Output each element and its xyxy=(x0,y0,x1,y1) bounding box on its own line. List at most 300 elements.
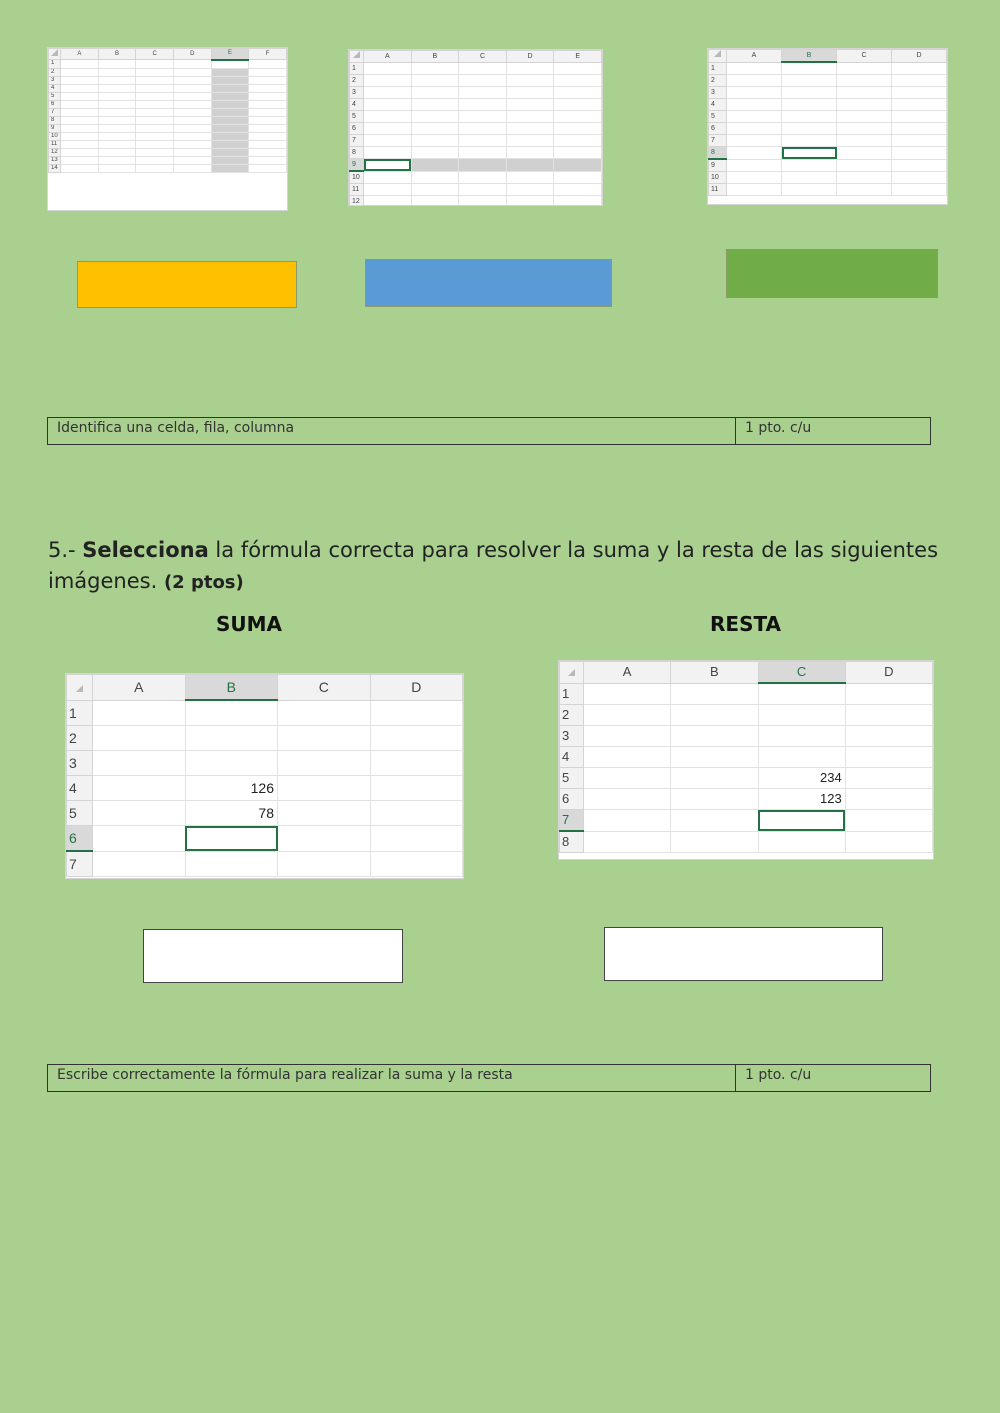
cell-d5[interactable] xyxy=(370,801,463,826)
column-header-a[interactable]: A xyxy=(61,49,99,60)
cell-d1[interactable] xyxy=(892,62,947,75)
cell-c3[interactable] xyxy=(136,76,174,84)
cell-d11[interactable] xyxy=(173,140,211,148)
cell-a5[interactable] xyxy=(93,801,186,826)
cell-b5[interactable] xyxy=(98,92,136,100)
cell-d6[interactable] xyxy=(370,826,463,852)
cell-b4[interactable] xyxy=(671,747,758,768)
cell-b1[interactable] xyxy=(671,683,758,705)
cell-a5[interactable] xyxy=(584,768,671,789)
cell-d10[interactable] xyxy=(173,132,211,140)
cell-a3[interactable] xyxy=(727,87,782,99)
suma-formula-drop[interactable] xyxy=(143,929,403,983)
cell-c4[interactable] xyxy=(758,747,845,768)
row-header-2[interactable]: 2 xyxy=(560,705,584,726)
cell-b2[interactable] xyxy=(411,75,459,87)
cell-b10[interactable] xyxy=(782,172,837,184)
cell-a2[interactable] xyxy=(584,705,671,726)
cell-d7[interactable] xyxy=(370,851,463,877)
cell-d5[interactable] xyxy=(892,111,947,123)
cell-b7[interactable] xyxy=(185,851,278,877)
cell-f1[interactable] xyxy=(249,60,287,69)
cell-b7[interactable] xyxy=(671,810,758,832)
column-header-a[interactable]: A xyxy=(584,662,671,684)
row-header-1[interactable]: 1 xyxy=(709,62,727,75)
cell-c4[interactable] xyxy=(459,99,507,111)
row-header-2[interactable]: 2 xyxy=(49,68,61,76)
cell-a4[interactable] xyxy=(61,84,99,92)
cell-b3[interactable] xyxy=(671,726,758,747)
select-all-corner[interactable] xyxy=(350,51,364,63)
cell-c7[interactable] xyxy=(837,135,892,147)
cell-d13[interactable] xyxy=(173,156,211,164)
cell-d11[interactable] xyxy=(892,184,947,196)
row-header-4[interactable]: 4 xyxy=(67,776,93,801)
select-all-corner[interactable] xyxy=(709,50,727,63)
cell-d7[interactable] xyxy=(892,135,947,147)
cell-d4[interactable] xyxy=(173,84,211,92)
cell-a4[interactable] xyxy=(584,747,671,768)
column-header-d[interactable]: D xyxy=(506,51,554,63)
cell-c4[interactable] xyxy=(837,99,892,111)
cell-c6[interactable] xyxy=(278,826,371,852)
cell-c8[interactable] xyxy=(758,831,845,853)
cell-b6[interactable] xyxy=(782,123,837,135)
cell-b8[interactable] xyxy=(98,116,136,124)
cell-e10[interactable] xyxy=(554,171,602,184)
row-header-5[interactable]: 5 xyxy=(709,111,727,123)
cell-a8[interactable] xyxy=(61,116,99,124)
cell-c3[interactable] xyxy=(459,87,507,99)
cell-d7[interactable] xyxy=(506,135,554,147)
cell-b5[interactable] xyxy=(782,111,837,123)
cell-f11[interactable] xyxy=(249,140,287,148)
row-header-2[interactable]: 2 xyxy=(350,75,364,87)
cell-e4[interactable] xyxy=(211,84,249,92)
row-header-5[interactable]: 5 xyxy=(560,768,584,789)
cell-e8[interactable] xyxy=(211,116,249,124)
cell-d2[interactable] xyxy=(173,68,211,76)
cell-a7[interactable] xyxy=(93,851,186,877)
column-header-e[interactable]: E xyxy=(554,51,602,63)
cell-c9[interactable] xyxy=(459,159,507,172)
cell-b7[interactable] xyxy=(98,108,136,116)
cell-f14[interactable] xyxy=(249,164,287,172)
row-header-8[interactable]: 8 xyxy=(350,147,364,159)
cell-d9[interactable] xyxy=(173,124,211,132)
cell-c4[interactable] xyxy=(278,776,371,801)
cell-a8[interactable] xyxy=(584,831,671,853)
cell-a8[interactable] xyxy=(727,147,782,160)
cell-e13[interactable] xyxy=(211,156,249,164)
select-all-corner[interactable] xyxy=(49,49,61,60)
row-header-12[interactable]: 12 xyxy=(350,196,364,207)
cell-c8[interactable] xyxy=(136,116,174,124)
row-header-8[interactable]: 8 xyxy=(560,831,584,853)
cell-b11[interactable] xyxy=(98,140,136,148)
cell-a10[interactable] xyxy=(61,132,99,140)
cell-e5[interactable] xyxy=(554,111,602,123)
cell-c6[interactable] xyxy=(459,123,507,135)
cell-b13[interactable] xyxy=(98,156,136,164)
row-header-7[interactable]: 7 xyxy=(560,810,584,832)
cell-c2[interactable] xyxy=(459,75,507,87)
cell-d10[interactable] xyxy=(506,171,554,184)
cell-b3[interactable] xyxy=(782,87,837,99)
cell-c12[interactable] xyxy=(136,148,174,156)
column-header-c[interactable]: C xyxy=(837,50,892,63)
cell-a11[interactable] xyxy=(727,184,782,196)
row-header-3[interactable]: 3 xyxy=(560,726,584,747)
cell-b10[interactable] xyxy=(98,132,136,140)
cell-c5[interactable] xyxy=(278,801,371,826)
cell-c11[interactable] xyxy=(459,184,507,196)
cell-a2[interactable] xyxy=(727,75,782,87)
row-header-5[interactable]: 5 xyxy=(67,801,93,826)
cell-c10[interactable] xyxy=(459,171,507,184)
cell-c6[interactable] xyxy=(837,123,892,135)
cell-e6[interactable] xyxy=(211,100,249,108)
row-header-6[interactable]: 6 xyxy=(709,123,727,135)
cell-c5[interactable]: 234 xyxy=(758,768,845,789)
answer-drop-green[interactable] xyxy=(726,249,938,298)
cell-c1[interactable] xyxy=(837,62,892,75)
cell-e10[interactable] xyxy=(211,132,249,140)
cell-a12[interactable] xyxy=(364,196,412,207)
row-header-3[interactable]: 3 xyxy=(350,87,364,99)
cell-a4[interactable] xyxy=(727,99,782,111)
cell-a6[interactable] xyxy=(61,100,99,108)
row-header-9[interactable]: 9 xyxy=(350,159,364,172)
cell-c9[interactable] xyxy=(837,159,892,172)
cell-d6[interactable] xyxy=(506,123,554,135)
cell-e12[interactable] xyxy=(554,196,602,207)
cell-a3[interactable] xyxy=(93,751,186,776)
column-header-d[interactable]: D xyxy=(173,49,211,60)
cell-c7[interactable] xyxy=(459,135,507,147)
cell-b7[interactable] xyxy=(782,135,837,147)
cell-c4[interactable] xyxy=(136,84,174,92)
cell-c5[interactable] xyxy=(837,111,892,123)
cell-d10[interactable] xyxy=(892,172,947,184)
cell-a2[interactable] xyxy=(364,75,412,87)
column-header-a[interactable]: A xyxy=(93,675,186,701)
cell-c1[interactable] xyxy=(278,700,371,726)
cell-d14[interactable] xyxy=(173,164,211,172)
cell-d5[interactable] xyxy=(173,92,211,100)
cell-b4[interactable] xyxy=(782,99,837,111)
row-header-7[interactable]: 7 xyxy=(67,851,93,877)
cell-f7[interactable] xyxy=(249,108,287,116)
cell-e7[interactable] xyxy=(554,135,602,147)
cell-f6[interactable] xyxy=(249,100,287,108)
cell-b6[interactable] xyxy=(185,826,278,852)
cell-d8[interactable] xyxy=(506,147,554,159)
cell-b1[interactable] xyxy=(98,60,136,69)
row-header-8[interactable]: 8 xyxy=(49,116,61,124)
cell-a11[interactable] xyxy=(61,140,99,148)
cell-a9[interactable] xyxy=(364,159,412,172)
cell-b3[interactable] xyxy=(185,751,278,776)
cell-e8[interactable] xyxy=(554,147,602,159)
cell-b4[interactable] xyxy=(411,99,459,111)
cell-d8[interactable] xyxy=(892,147,947,160)
cell-e4[interactable] xyxy=(554,99,602,111)
cell-e7[interactable] xyxy=(211,108,249,116)
cell-a6[interactable] xyxy=(584,789,671,810)
cell-d5[interactable] xyxy=(845,768,932,789)
cell-d11[interactable] xyxy=(506,184,554,196)
cell-f10[interactable] xyxy=(249,132,287,140)
row-header-4[interactable]: 4 xyxy=(350,99,364,111)
cell-d2[interactable] xyxy=(892,75,947,87)
cell-c3[interactable] xyxy=(278,751,371,776)
cell-b6[interactable] xyxy=(671,789,758,810)
cell-f3[interactable] xyxy=(249,76,287,84)
cell-d2[interactable] xyxy=(506,75,554,87)
cell-d4[interactable] xyxy=(506,99,554,111)
row-header-1[interactable]: 1 xyxy=(49,60,61,69)
cell-e6[interactable] xyxy=(554,123,602,135)
cell-d2[interactable] xyxy=(370,726,463,751)
row-header-7[interactable]: 7 xyxy=(709,135,727,147)
cell-a5[interactable] xyxy=(61,92,99,100)
cell-f4[interactable] xyxy=(249,84,287,92)
row-header-4[interactable]: 4 xyxy=(49,84,61,92)
column-header-b[interactable]: B xyxy=(185,675,278,701)
column-header-d[interactable]: D xyxy=(845,662,932,684)
row-header-9[interactable]: 9 xyxy=(709,159,727,172)
cell-b8[interactable] xyxy=(411,147,459,159)
cell-b6[interactable] xyxy=(98,100,136,108)
cell-f12[interactable] xyxy=(249,148,287,156)
cell-b5[interactable]: 78 xyxy=(185,801,278,826)
column-header-b[interactable]: B xyxy=(411,51,459,63)
row-header-1[interactable]: 1 xyxy=(67,700,93,726)
cell-a1[interactable] xyxy=(93,700,186,726)
cell-c6[interactable]: 123 xyxy=(758,789,845,810)
cell-c2[interactable] xyxy=(837,75,892,87)
cell-a13[interactable] xyxy=(61,156,99,164)
cell-d3[interactable] xyxy=(506,87,554,99)
row-header-6[interactable]: 6 xyxy=(560,789,584,810)
cell-a3[interactable] xyxy=(584,726,671,747)
cell-b2[interactable] xyxy=(671,705,758,726)
cell-f13[interactable] xyxy=(249,156,287,164)
row-header-7[interactable]: 7 xyxy=(49,108,61,116)
cell-b9[interactable] xyxy=(98,124,136,132)
cell-d9[interactable] xyxy=(892,159,947,172)
cell-e9[interactable] xyxy=(211,124,249,132)
row-header-12[interactable]: 12 xyxy=(49,148,61,156)
cell-b8[interactable] xyxy=(782,147,837,160)
cell-b1[interactable] xyxy=(185,700,278,726)
cell-c10[interactable] xyxy=(837,172,892,184)
cell-e14[interactable] xyxy=(211,164,249,172)
row-header-5[interactable]: 5 xyxy=(350,111,364,123)
cell-a9[interactable] xyxy=(61,124,99,132)
row-header-13[interactable]: 13 xyxy=(49,156,61,164)
row-header-11[interactable]: 11 xyxy=(49,140,61,148)
cell-c3[interactable] xyxy=(837,87,892,99)
cell-c1[interactable] xyxy=(459,63,507,75)
cell-d6[interactable] xyxy=(845,789,932,810)
cell-c6[interactable] xyxy=(136,100,174,108)
cell-a7[interactable] xyxy=(61,108,99,116)
cell-a6[interactable] xyxy=(93,826,186,852)
cell-c2[interactable] xyxy=(136,68,174,76)
cell-f8[interactable] xyxy=(249,116,287,124)
row-header-1[interactable]: 1 xyxy=(350,63,364,75)
cell-d3[interactable] xyxy=(173,76,211,84)
cell-a1[interactable] xyxy=(584,683,671,705)
cell-b10[interactable] xyxy=(411,171,459,184)
cell-a1[interactable] xyxy=(364,63,412,75)
cell-d6[interactable] xyxy=(173,100,211,108)
cell-c3[interactable] xyxy=(758,726,845,747)
column-header-c[interactable]: C xyxy=(758,662,845,684)
row-header-6[interactable]: 6 xyxy=(350,123,364,135)
cell-b14[interactable] xyxy=(98,164,136,172)
cell-b5[interactable] xyxy=(671,768,758,789)
cell-d5[interactable] xyxy=(506,111,554,123)
cell-b12[interactable] xyxy=(411,196,459,207)
row-header-3[interactable]: 3 xyxy=(709,87,727,99)
cell-d1[interactable] xyxy=(370,700,463,726)
cell-e11[interactable] xyxy=(211,140,249,148)
cell-b2[interactable] xyxy=(185,726,278,751)
cell-c2[interactable] xyxy=(758,705,845,726)
row-header-10[interactable]: 10 xyxy=(49,132,61,140)
column-header-a[interactable]: A xyxy=(727,50,782,63)
cell-a2[interactable] xyxy=(61,68,99,76)
cell-c1[interactable] xyxy=(136,60,174,69)
cell-a11[interactable] xyxy=(364,184,412,196)
cell-d8[interactable] xyxy=(173,116,211,124)
column-header-d[interactable]: D xyxy=(892,50,947,63)
row-header-3[interactable]: 3 xyxy=(67,751,93,776)
row-header-6[interactable]: 6 xyxy=(49,100,61,108)
cell-c9[interactable] xyxy=(136,124,174,132)
cell-d7[interactable] xyxy=(845,810,932,832)
cell-d2[interactable] xyxy=(845,705,932,726)
select-all-corner[interactable] xyxy=(560,662,584,684)
cell-c13[interactable] xyxy=(136,156,174,164)
cell-a1[interactable] xyxy=(61,60,99,69)
cell-e3[interactable] xyxy=(211,76,249,84)
cell-c1[interactable] xyxy=(758,683,845,705)
row-header-8[interactable]: 8 xyxy=(709,147,727,160)
column-header-c[interactable]: C xyxy=(278,675,371,701)
row-header-14[interactable]: 14 xyxy=(49,164,61,172)
cell-b11[interactable] xyxy=(411,184,459,196)
cell-a4[interactable] xyxy=(364,99,412,111)
cell-d4[interactable] xyxy=(892,99,947,111)
column-header-b[interactable]: B xyxy=(782,50,837,63)
cell-e3[interactable] xyxy=(554,87,602,99)
cell-a6[interactable] xyxy=(364,123,412,135)
cell-b5[interactable] xyxy=(411,111,459,123)
row-header-11[interactable]: 11 xyxy=(709,184,727,196)
cell-a5[interactable] xyxy=(364,111,412,123)
cell-a7[interactable] xyxy=(364,135,412,147)
cell-d12[interactable] xyxy=(506,196,554,207)
cell-a3[interactable] xyxy=(364,87,412,99)
cell-c8[interactable] xyxy=(837,147,892,160)
cell-b9[interactable] xyxy=(782,159,837,172)
cell-c8[interactable] xyxy=(459,147,507,159)
cell-e2[interactable] xyxy=(554,75,602,87)
row-header-10[interactable]: 10 xyxy=(709,172,727,184)
cell-b1[interactable] xyxy=(782,62,837,75)
row-header-5[interactable]: 5 xyxy=(49,92,61,100)
cell-d1[interactable] xyxy=(173,60,211,69)
row-header-7[interactable]: 7 xyxy=(350,135,364,147)
row-header-2[interactable]: 2 xyxy=(67,726,93,751)
row-header-6[interactable]: 6 xyxy=(67,826,93,852)
cell-f9[interactable] xyxy=(249,124,287,132)
cell-a1[interactable] xyxy=(727,62,782,75)
cell-e2[interactable] xyxy=(211,68,249,76)
row-header-9[interactable]: 9 xyxy=(49,124,61,132)
cell-e1[interactable] xyxy=(211,60,249,69)
column-header-c[interactable]: C xyxy=(459,51,507,63)
cell-c11[interactable] xyxy=(136,140,174,148)
cell-e11[interactable] xyxy=(554,184,602,196)
column-header-d[interactable]: D xyxy=(370,675,463,701)
row-header-1[interactable]: 1 xyxy=(560,683,584,705)
cell-f2[interactable] xyxy=(249,68,287,76)
cell-d1[interactable] xyxy=(845,683,932,705)
cell-d3[interactable] xyxy=(892,87,947,99)
cell-a7[interactable] xyxy=(584,810,671,832)
cell-b11[interactable] xyxy=(782,184,837,196)
cell-a10[interactable] xyxy=(364,171,412,184)
cell-d1[interactable] xyxy=(506,63,554,75)
cell-b12[interactable] xyxy=(98,148,136,156)
cell-a9[interactable] xyxy=(727,159,782,172)
column-header-f[interactable]: F xyxy=(249,49,287,60)
cell-a7[interactable] xyxy=(727,135,782,147)
cell-a8[interactable] xyxy=(364,147,412,159)
cell-c5[interactable] xyxy=(459,111,507,123)
cell-b3[interactable] xyxy=(98,76,136,84)
cell-b8[interactable] xyxy=(671,831,758,853)
row-header-3[interactable]: 3 xyxy=(49,76,61,84)
cell-a10[interactable] xyxy=(727,172,782,184)
row-header-11[interactable]: 11 xyxy=(350,184,364,196)
cell-b2[interactable] xyxy=(782,75,837,87)
cell-a6[interactable] xyxy=(727,123,782,135)
row-header-10[interactable]: 10 xyxy=(350,171,364,184)
cell-d4[interactable] xyxy=(845,747,932,768)
cell-b9[interactable] xyxy=(411,159,459,172)
cell-d3[interactable] xyxy=(370,751,463,776)
cell-e1[interactable] xyxy=(554,63,602,75)
cell-a14[interactable] xyxy=(61,164,99,172)
cell-b2[interactable] xyxy=(98,68,136,76)
cell-a5[interactable] xyxy=(727,111,782,123)
cell-e9[interactable] xyxy=(554,159,602,172)
cell-b1[interactable] xyxy=(411,63,459,75)
cell-d3[interactable] xyxy=(845,726,932,747)
select-all-corner[interactable] xyxy=(67,675,93,701)
cell-f5[interactable] xyxy=(249,92,287,100)
row-header-4[interactable]: 4 xyxy=(709,99,727,111)
row-header-2[interactable]: 2 xyxy=(709,75,727,87)
cell-c7[interactable] xyxy=(758,810,845,832)
column-header-e[interactable]: E xyxy=(211,49,249,60)
